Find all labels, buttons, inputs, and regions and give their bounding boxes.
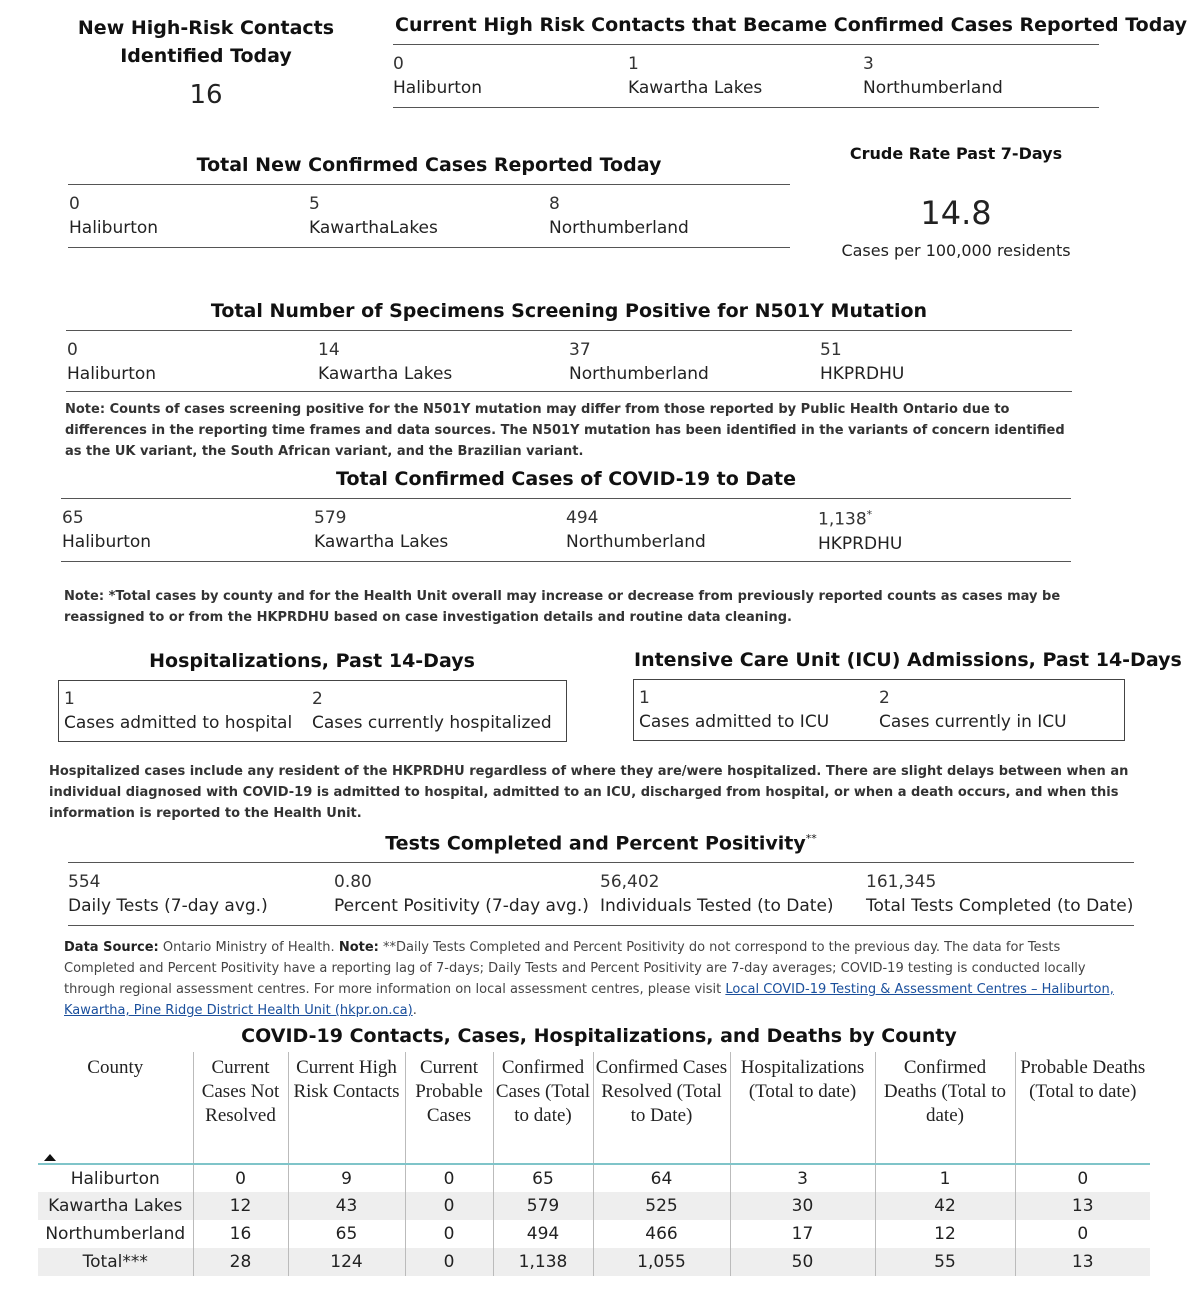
table-cell: 3	[730, 1164, 875, 1192]
county-table-header-row	[38, 1052, 1150, 1164]
became-cases-item: 3 Northumberland	[863, 54, 1003, 98]
data-source-label: Data Source:	[64, 940, 159, 955]
table-cell: 64	[593, 1164, 730, 1192]
tests-item: 0.80 Percent Positivity (7-day avg.)	[334, 872, 589, 916]
tests-item: 56,402 Individuals Tested (to Date)	[600, 872, 834, 916]
table-cell: 0	[1015, 1164, 1150, 1192]
column-header-county[interactable]: County	[38, 1052, 193, 1164]
table-cell: 0	[1015, 1220, 1150, 1248]
total-confirmed-note: Note: *Total cases by county and for the Health Unit overall may increase or decrease from previously reported counts as cases may be reassigned to or from the HKPRDHU based on case investigation details and routine data cleaning.	[64, 589, 1061, 625]
table-cell: 9	[288, 1164, 405, 1192]
table-cell: 0	[405, 1220, 493, 1248]
n501y-top-rule	[66, 330, 1072, 331]
table-cell: 30	[730, 1192, 875, 1220]
became-cases-item: 0 Haliburton	[393, 54, 483, 98]
table-cell: 1	[875, 1164, 1015, 1192]
n501y-item: 37 Northumberland	[569, 340, 709, 384]
icu-title: Intensive Care Unit (ICU) Admissions, Past 14-Days	[634, 649, 1182, 671]
table-cell: 50	[730, 1248, 875, 1276]
total-confirmed-item: 579 Kawartha Lakes	[314, 508, 449, 552]
data-source-note: Data Source: Ontario Ministry of Health. Note: **Daily Tests Completed and Percent Positivity do not correspond to the previous day. The data for Tests Completed and Percent Positivity have a reporting lag of 7-days; Daily Tests and Percent Positivity are 7-day averages; COVID-19 testing is conducted locally through regional assessment centres. For more information on local assessment centres, please visit Local COVID-19 Testing & Assessment Centres – Haliburton, Kawartha, Pine Ridge District Health Unit (hkpr.on.ca).	[64, 940, 1114, 1018]
asterisk-mark: *	[866, 508, 873, 521]
assessment-centres-link[interactable]: Local COVID-19 Testing & Assessment Centres – Haliburton, Kawartha, Pine Ridge District Health Unit (hkpr.on.ca)	[64, 982, 1114, 1018]
county-table	[38, 1052, 1150, 1276]
column-header[interactable]: Confirmed Cases (Total to date)	[493, 1052, 593, 1164]
table-cell: Total***	[38, 1248, 193, 1276]
note-label: Note:	[338, 940, 379, 955]
column-header[interactable]: Confirmed Cases Resolved (Total to Date)	[593, 1052, 730, 1164]
new-confirmed-item: 5 KawarthaLakes	[309, 194, 438, 238]
tests-title: Tests Completed and Percent Positivity	[385, 832, 806, 855]
high-risk-title-line1: New High-Risk Contacts	[77, 17, 335, 39]
table-row	[38, 1192, 1150, 1220]
column-header[interactable]: Confirmed Deaths (Total to date)	[875, 1052, 1015, 1164]
icu-item: 2 Cases currently in ICU	[879, 688, 1067, 732]
column-header[interactable]: Current High Risk Contacts	[288, 1052, 405, 1164]
new-confirmed-title: Total New Confirmed Cases Reported Today	[196, 154, 662, 176]
n501y-title: Total Number of Specimens Screening Positive for N501Y Mutation	[210, 300, 928, 322]
table-cell: 55	[875, 1248, 1015, 1276]
icu-item: 1 Cases admitted to ICU	[639, 688, 830, 732]
table-cell: 13	[1015, 1248, 1150, 1276]
total-confirmed-item: 494 Northumberland	[566, 508, 706, 552]
table-row-total	[38, 1248, 1150, 1276]
table-cell: 0	[405, 1248, 493, 1276]
table-row	[38, 1220, 1150, 1248]
total-confirmed-title: Total Confirmed Cases of COVID-19 to Date	[336, 468, 796, 490]
n501y-note: Note: Counts of cases screening positive for the N501Y mutation may differ from those reported by Public Health Ontario due to differences in the reporting time frames and data sources. The N501Y mutation has been identified in the variants of concern identified as the UK variant, the South African variant, and the Brazilian variant.	[65, 402, 1065, 459]
table-cell: 0	[405, 1164, 493, 1192]
table-cell: 494	[493, 1220, 593, 1248]
table-cell: 1,055	[593, 1248, 730, 1276]
became-cases-top-rule	[393, 44, 1099, 45]
table-cell: 43	[288, 1192, 405, 1220]
hospitalizations-title: Hospitalizations, Past 14-Days	[149, 650, 475, 672]
column-header[interactable]: Current Cases Not Resolved	[193, 1052, 288, 1164]
hospitalization-note: Hospitalized cases include any resident of the HKPRDHU regardless of where they are/were hospitalized. There are slight delays between when an individual diagnosed with COVID-19 is admitted to hospital, admitted to an ICU, discharged from hospital, or when a death occurs, and when this information is reported to the Health Unit.	[49, 764, 1129, 821]
tests-item: 161,345 Total Tests Completed (to Date)	[866, 872, 1134, 916]
table-cell: 579	[493, 1192, 593, 1220]
table-cell: 65	[288, 1220, 405, 1248]
total-confirmed-item: 1,138* HKPRDHU	[818, 508, 903, 554]
new-confirmed-bottom-rule	[68, 247, 790, 248]
tests-bottom-rule	[68, 925, 1134, 926]
column-header[interactable]: Hospitalizations (Total to date)	[730, 1052, 875, 1164]
tests-title-wrap	[68, 832, 1134, 854]
table-cell: 65	[493, 1164, 593, 1192]
tests-top-rule	[68, 862, 1134, 863]
table-cell: 28	[193, 1248, 288, 1276]
n501y-item: 14 Kawartha Lakes	[318, 340, 453, 384]
table-cell: 525	[593, 1192, 730, 1220]
table-cell: 0	[193, 1164, 288, 1192]
table-cell: 42	[875, 1192, 1015, 1220]
new-confirmed-item: 0 Haliburton	[69, 194, 159, 238]
double-asterisk-mark: **	[805, 832, 817, 845]
table-cell: Haliburton	[70, 1168, 160, 1189]
crude-rate-value: 14.8	[920, 194, 992, 232]
n501y-item: 51 HKPRDHU	[820, 340, 905, 384]
table-cell: 16	[193, 1220, 288, 1248]
table-cell: 466	[593, 1220, 730, 1248]
crude-rate-title: Crude Rate Past 7-Days	[849, 144, 1063, 163]
became-cases-item: 1 Kawartha Lakes	[628, 54, 763, 98]
new-confirmed-item: 8 Northumberland	[549, 194, 689, 238]
high-risk-value: 16	[189, 80, 223, 110]
new-confirmed-top-rule	[68, 184, 790, 185]
high-risk-title	[70, 14, 342, 70]
county-table-title: COVID-19 Contacts, Cases, Hospitalizations, and Deaths by County	[241, 1025, 957, 1047]
table-cell: 1,138	[493, 1248, 593, 1276]
table-row	[38, 1164, 1150, 1192]
column-header[interactable]: Probable Deaths (Total to date)	[1015, 1052, 1150, 1164]
total-confirmed-bottom-rule	[61, 561, 1071, 562]
table-cell: 12	[875, 1220, 1015, 1248]
column-header[interactable]: Current Probable Cases	[405, 1052, 493, 1164]
n501y-bottom-rule	[66, 391, 1072, 392]
became-cases-bottom-rule	[393, 107, 1099, 108]
sort-ascending-icon[interactable]	[44, 1154, 56, 1161]
crude-rate-caption: Cases per 100,000 residents	[841, 241, 1071, 260]
table-cell: 12	[193, 1192, 288, 1220]
table-cell: Northumberland	[45, 1224, 186, 1244]
became-cases-title: Current High Risk Contacts that Became Confirmed Cases Reported Today	[395, 14, 1187, 36]
total-confirmed-top-rule	[61, 498, 1071, 499]
table-cell: 13	[1015, 1192, 1150, 1220]
table-cell: Kawartha Lakes	[38, 1192, 193, 1220]
total-confirmed-item: 65 Haliburton	[62, 508, 152, 552]
n501y-item: 0 Haliburton	[67, 340, 157, 384]
tests-item: 554 Daily Tests (7-day avg.)	[68, 872, 268, 916]
total-confirmed-hkprdhu-value: 1,138	[818, 509, 867, 530]
hospitalizations-item: 2 Cases currently hospitalized	[312, 689, 552, 733]
table-cell: 124	[288, 1248, 405, 1276]
hospitalizations-item: 1 Cases admitted to hospital	[64, 689, 293, 733]
high-risk-title-line2: Identified Today	[120, 45, 292, 67]
table-cell: 0	[405, 1192, 493, 1220]
table-cell: 17	[730, 1220, 875, 1248]
